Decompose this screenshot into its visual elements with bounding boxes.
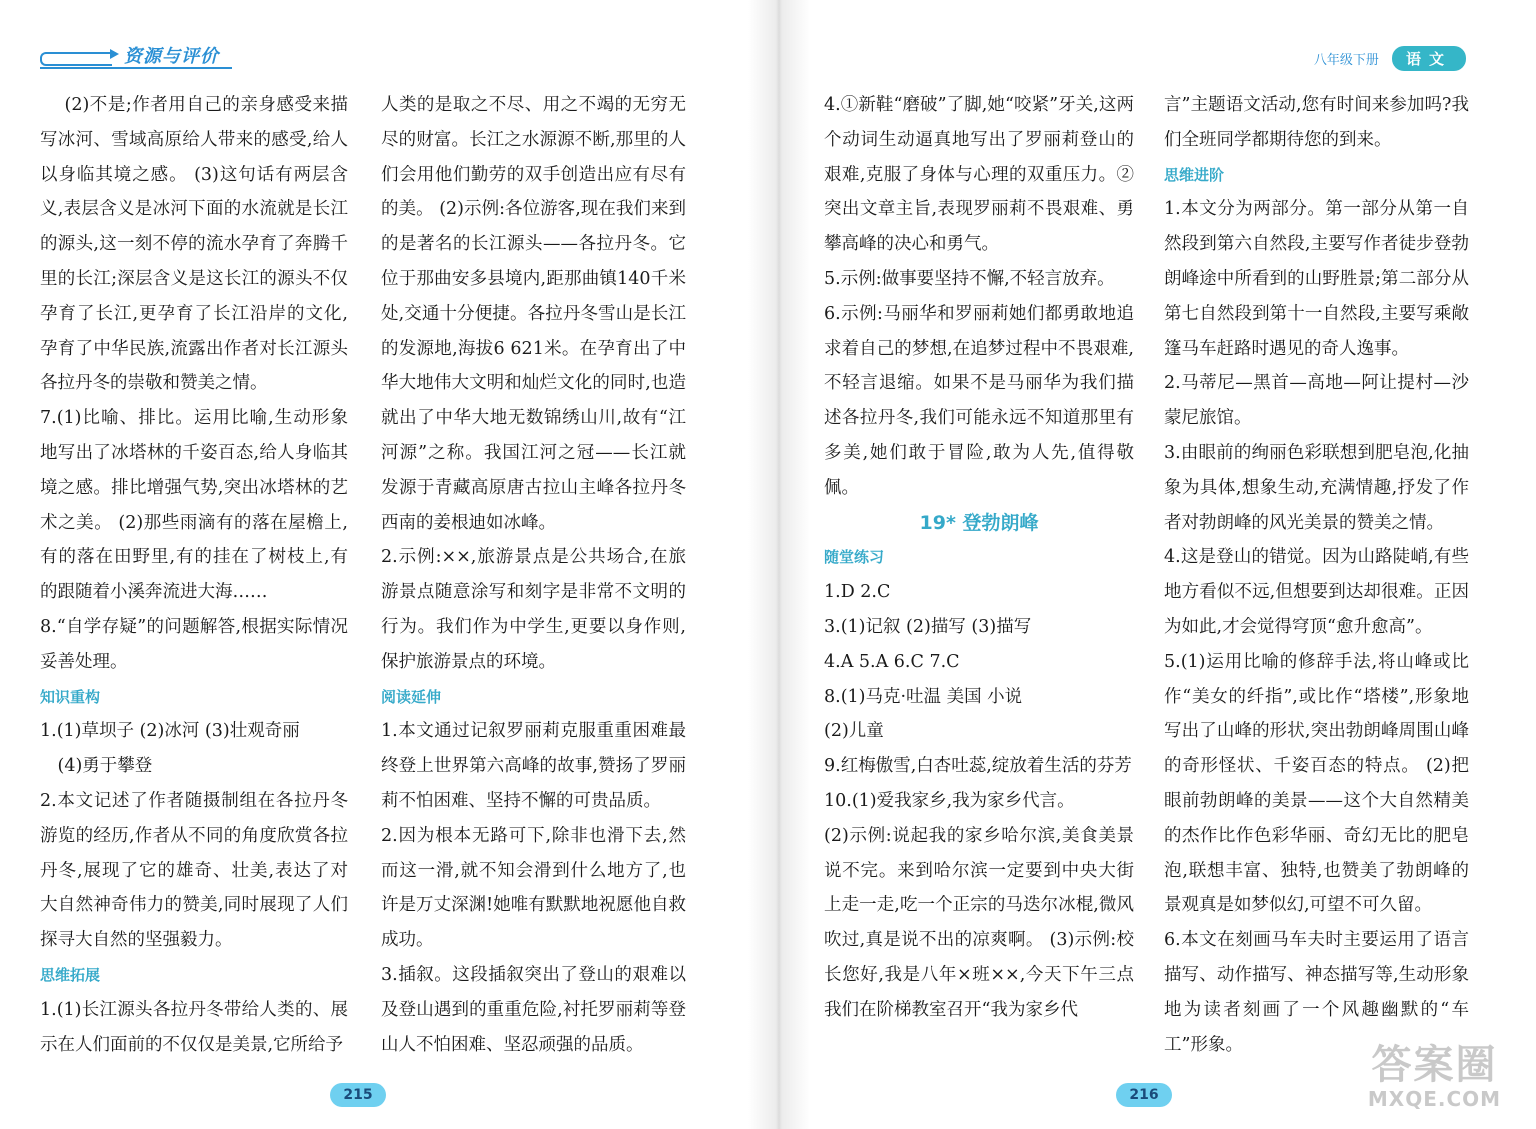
header-brand <box>40 42 240 70</box>
answer-paragraph: 1.D 2.C <box>824 582 891 603</box>
header-arrow-line <box>40 52 112 66</box>
answer-paragraph: 4.这是登山的错觉。因为山路陡峭,有些地方看似不远,但想要到达却很难。正因为如此,才会觉得穹顶“愈升愈高”。 <box>1164 547 1469 637</box>
answer-paragraph: (2)示例:说起我的家乡哈尔滨,美食美景说不完。来到哈尔滨一定要到中央大街上走一走,吃一个正宗的马迭尔冰棍,微风吹过,真是说不出的凉爽啊。 (3)示例:校长您好,我是八年×班××,今天下午三点我们在阶梯教室召开“我为家乡代 <box>824 825 1134 1020</box>
column-1 <box>40 88 348 1062</box>
answer-paragraph: 5.示例:做事要坚持不懈,不轻言放弃。 <box>824 268 1115 289</box>
answer-paragraph: 4.A 5.A 6.C 7.C <box>824 651 960 672</box>
column-3 <box>824 88 1134 1028</box>
column-2 <box>381 88 686 1062</box>
column-4 <box>1164 88 1469 1062</box>
answer-paragraph: 8.“自学存疑”的问题解答,根据实际情况妥善处理。 <box>40 616 348 672</box>
brand-title: 资源与评价 <box>124 46 219 67</box>
header-subject <box>1314 46 1466 72</box>
watermark-url: MXQE.COM <box>1367 1087 1502 1111</box>
answer-paragraph: 人类的是取之不尽、用之不竭的无穷无尽的财富。长江之水源源不断,那里的人们会用他们勤劳的双手创造出应有尽有的美。 (2)示例:各位游客,现在我们来到的是著名的长江源头——各拉丹冬。它位于那曲安多县境内,距那曲镇140千米处,交通十分便捷。各拉丹冬雪山是长江的发源地,海拔6 621米。在孕育出了中华大地伟大文明和灿烂文化的同时,也造就出了中华大地无数锦绣山川,故有“江河源”之称。我国江河之冠——长江就发源于青藏高原唐古拉山主峰各拉丹冬西南的姜根迪如冰峰。 <box>381 95 686 533</box>
answer-paragraph: 3.(1)记叙 (2)描写 (3)描写 <box>824 616 1032 637</box>
page-number-left: 215 <box>330 1083 386 1107</box>
answer-paragraph: 8.(1)马克·吐温 美国 小说 <box>824 686 1023 707</box>
answer-paragraph: 10.(1)爱我家乡,我为家乡代言。 <box>824 790 1075 811</box>
book-gutter <box>748 0 810 1129</box>
answer-paragraph: 2.因为根本无路可下,除非也滑下去,然而这一滑,就不知会滑到什么地方了,也许是万丈深渊!她唯有默默地祝愿他自救成功。 <box>381 825 686 951</box>
answer-paragraph: 言”主题语文活动,您有时间来参加吗?我们全班同学都期待您的到来。 <box>1164 95 1469 150</box>
answer-paragraph: 4.①新鞋“磨破”了脚,她“咬紧”牙关,这两个动词生动逼真地写出了罗丽莉登山的艰难,克服了身体与心理的双重压力。②突出文章主旨,表现罗丽莉不畏艰难、勇攀高峰的决心和勇气。 <box>824 95 1134 255</box>
answer-paragraph: 5.(1)运用比喻的修辞手法,将山峰或比作“美女的纤指”,或比作“塔楼”,形象地写出了山峰的形状,突出勃朗峰周围山峰的奇形怪状、千姿百态的特点。 (2)把眼前勃朗峰的美景——这个大自然精美的杰作比作色彩华丽、奇幻无比的肥皂泡,联想丰富、独特,也赞美了勃朗峰的景观真是如梦似幻,可望不可久留。 <box>1164 651 1469 916</box>
answer-paragraph: (2)不是;作者用自己的亲身感受来描写冰河、雪域高原给人带来的感受,给人以身临其境之感。 (3)这句话有两层含义,表层含义是冰河下面的水流就是长江的源头,这一刻不停的流水孕育了奔腾千里的长江;深层含义是这长江的源头不仅孕育了长江,更孕育了长江沿岸的文化,孕育了中华民族,流露出作者对长江源头各拉丹冬的崇敬和赞美之情。 <box>40 95 348 394</box>
answer-paragraph: 6.示例:马丽华和罗丽莉她们都勇敢地追求着自己的梦想,在追梦过程中不畏艰难,不轻言退缩。如果不是马丽华为我们描述各拉丹冬,我们可能永远不知道那里有多美,她们敢于冒险,敢为人先,值得敬佩。 <box>824 303 1134 498</box>
section-heading: 阅读延伸 <box>381 687 442 706</box>
answer-paragraph: 2.示例:××,旅游景点是公共场合,在旅游景点随意涂写和刻字是非常不文明的行为。我们作为中学生,更要以身作则,保护旅游景点的环境。 <box>381 547 686 672</box>
answer-paragraph: 3.由眼前的绚丽色彩联想到肥皂泡,化抽象为具体,想象生动,充满情趣,抒发了作者对勃朗峰的风光美景的赞美之情。 <box>1164 442 1469 533</box>
section-heading: 随堂练习 <box>824 548 885 567</box>
section-heading: 知识重构 <box>40 687 101 706</box>
section-heading: 思维拓展 <box>40 965 101 984</box>
answer-paragraph: 7.(1)比喻、排比。运用比喻,生动形象地写出了冰塔林的千姿百态,给人身临其境之感。排比增强气势,突出冰塔林的艺术之美。 (2)那些雨滴有的落在屋檐上,有的落在田野里,有的挂在了树枝上,有的跟随着小溪奔流进大海…… <box>40 408 348 603</box>
lesson-title: 19* 登勃朗峰 <box>919 511 1039 534</box>
answer-paragraph: 1.本文通过记叙罗丽莉克服重重困难最终登上世界第六高峰的故事,赞扬了罗丽莉不怕困难、坚持不懈的可贵品质。 <box>381 721 686 811</box>
answer-paragraph: (4)勇于攀登 <box>57 756 153 777</box>
subject-badge: 语文 <box>1392 46 1466 71</box>
page-number-right: 216 <box>1116 1083 1172 1107</box>
grade-label: 八年级下册 <box>1313 53 1379 68</box>
answer-paragraph: 2.马蒂尼—黑首—高地—阿让提村—沙蒙尼旅馆。 <box>1164 373 1469 429</box>
watermark-text: 答案圈 <box>1371 1042 1498 1088</box>
answer-paragraph: 3.插叙。这段插叙突出了登山的艰难以及登山遇到的重重危险,衬托罗丽莉等登山人不怕困难、坚忍顽强的品质。 <box>381 964 686 1055</box>
answer-paragraph: 1.本文分为两部分。第一部分从第一自然段到第六自然段,主要写作者徒步登勃朗峰途中所看到的山野胜景;第二部分从第七自然段到第十一自然段,主要写乘敞篷马车赶路时遇见的奇人逸事。 <box>1164 199 1469 359</box>
answer-paragraph: 1.(1)草坝子 (2)冰河 (3)壮观奇丽 <box>40 721 300 742</box>
answer-paragraph: (2)儿童 <box>824 721 884 742</box>
header-underline <box>40 67 232 69</box>
arrow-right-icon <box>110 49 119 59</box>
watermark-logo <box>1347 1043 1522 1123</box>
answer-paragraph: 9.红梅傲雪,白杏吐蕊,绽放着生活的芬芳 <box>824 756 1132 777</box>
answer-paragraph: 1.(1)长江源头各拉丹冬带给人类的、展示在人们面前的不仅仅是美景,它所给予 <box>40 999 348 1055</box>
section-heading: 思维进阶 <box>1164 165 1225 184</box>
answer-paragraph: 6.本文在刻画马车夫时主要运用了语言描写、动作描写、神态描写等,生动形象地为读者刻画了一个风趣幽默的“车工”形象。 <box>1164 930 1469 1055</box>
answer-paragraph: 2.本文记述了作者随摄制组在各拉丹冬游览的经历,作者从不同的角度欣赏各拉丹冬,展现了它的雄奇、壮美,表达了对大自然神奇伟力的赞美,同时展现了人们探寻大自然的坚强毅力。 <box>40 790 348 951</box>
